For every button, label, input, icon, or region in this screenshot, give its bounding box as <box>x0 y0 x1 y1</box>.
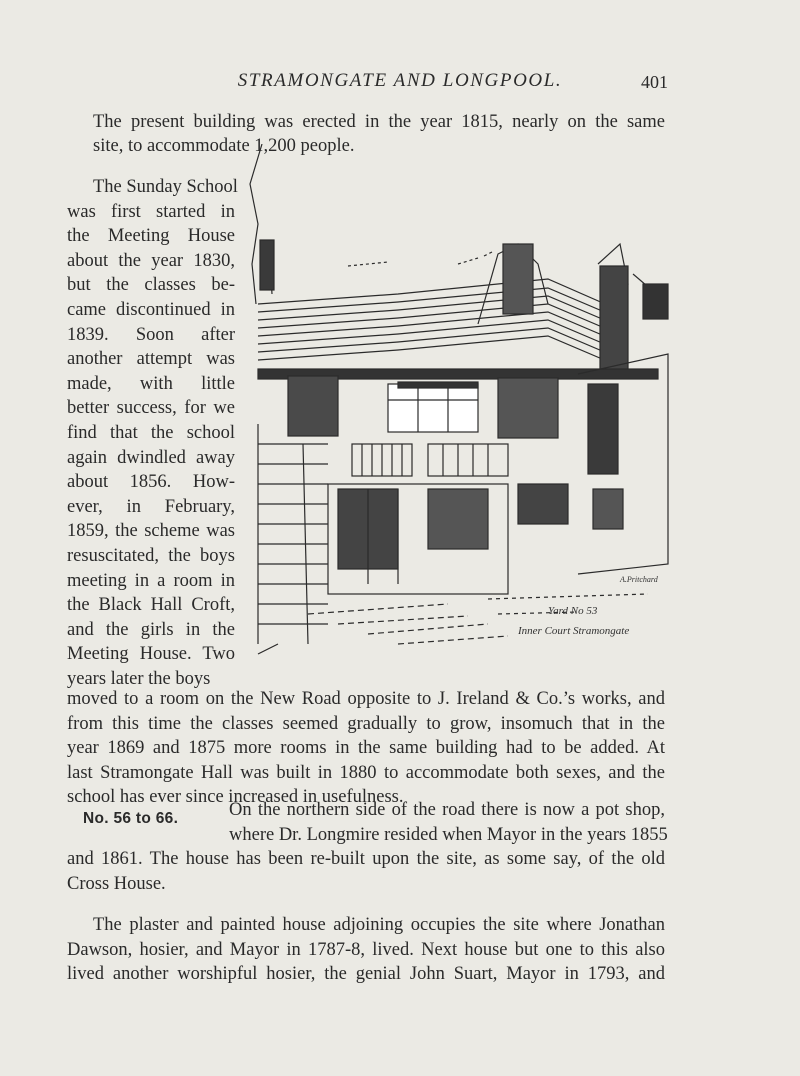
sunday-school-wrapped-text <box>67 175 238 691</box>
wrapped-line: about the year 1830, <box>67 250 235 271</box>
wrapped-line: 1859, the scheme was <box>67 521 235 542</box>
body-line: The plaster and painted house adjoining occupies the site where Jonathan <box>93 915 665 935</box>
wrapped-line: 1839. Soon after <box>67 324 235 345</box>
body-line: where Dr. Longmire resided when Mayor in the years 1855 <box>229 824 668 845</box>
wrapped-line: better success, for we <box>67 398 235 419</box>
body-line: Dawson, hosier, and Mayor in 1787-8, lived. Next house but one to this also <box>67 939 665 960</box>
body-line: from this time the classes seemed gradually to grow, insomuch that in the <box>67 713 665 734</box>
sketch-inscription-yard: Yard No 53 <box>548 605 598 617</box>
wrapped-line: was first started in <box>67 201 235 222</box>
pot-shop-continued <box>67 847 665 896</box>
wrapped-line: meeting in a room in <box>67 570 235 591</box>
wrapped-line: the Black Hall Croft, <box>67 595 235 616</box>
building-sketch-illustration <box>248 144 678 684</box>
intro-line: The present building was erected in the year 1815, nearly on the same <box>93 112 665 132</box>
wrapped-line: find that the school <box>67 422 235 443</box>
running-title: STRAMONGATE AND LONGPOOL. <box>237 70 563 91</box>
intro-line: site, to accommodate 1,200 people. <box>93 136 355 156</box>
wrapped-line: but the classes be- <box>67 275 235 296</box>
body-line: and 1861. The house has been re-built upon the site, as some say, of the old <box>67 849 665 869</box>
wrapped-line: resuscitated, the boys <box>67 545 235 566</box>
body-line: On the northern side of the road there is now a pot shop, <box>229 800 665 820</box>
body-line: Cross House. <box>67 873 166 894</box>
sunday-school-continued <box>67 687 665 810</box>
address-side-label: No. 56 to 66. <box>83 810 179 827</box>
wrapped-line: another attempt was <box>67 349 235 370</box>
wrapped-line: years later the boys <box>67 668 211 689</box>
body-line: year 1869 and 1875 more rooms in the same building had to be added. At <box>67 738 665 759</box>
pot-shop-indented <box>229 798 668 847</box>
wrapped-line: came discontinued in <box>67 299 235 320</box>
wrapped-line: ever, in February, <box>67 496 235 517</box>
wrapped-line: The Sunday School <box>93 177 238 197</box>
wrapped-line: about 1856. How- <box>67 472 235 493</box>
wrapped-line: made, with little <box>67 373 235 394</box>
sketch-inscription-court: Inner Court Stramongate <box>518 625 630 637</box>
sketch-signature: A.Pritchard <box>620 575 658 584</box>
wrapped-line: Meeting House. Two <box>67 644 235 665</box>
body-line: lived another worshipful hosier, the genial John Suart, Mayor in 1793, and <box>67 964 665 985</box>
body-line: school has ever since increased in usefulness. <box>67 787 404 808</box>
body-line: last Stramongate Hall was built in 1880 to accommodate both sexes, and the <box>67 762 665 783</box>
wrapped-line: the Meeting House <box>67 226 235 247</box>
wrapped-line: and the girls in the <box>67 619 235 640</box>
body-line: moved to a room on the New Road opposite to J. Ireland & Co.’s works, and <box>67 689 665 709</box>
wrapped-line: again dwindled away <box>67 447 235 468</box>
plaster-house-paragraph <box>67 913 665 987</box>
page-number: 401 <box>641 72 668 92</box>
